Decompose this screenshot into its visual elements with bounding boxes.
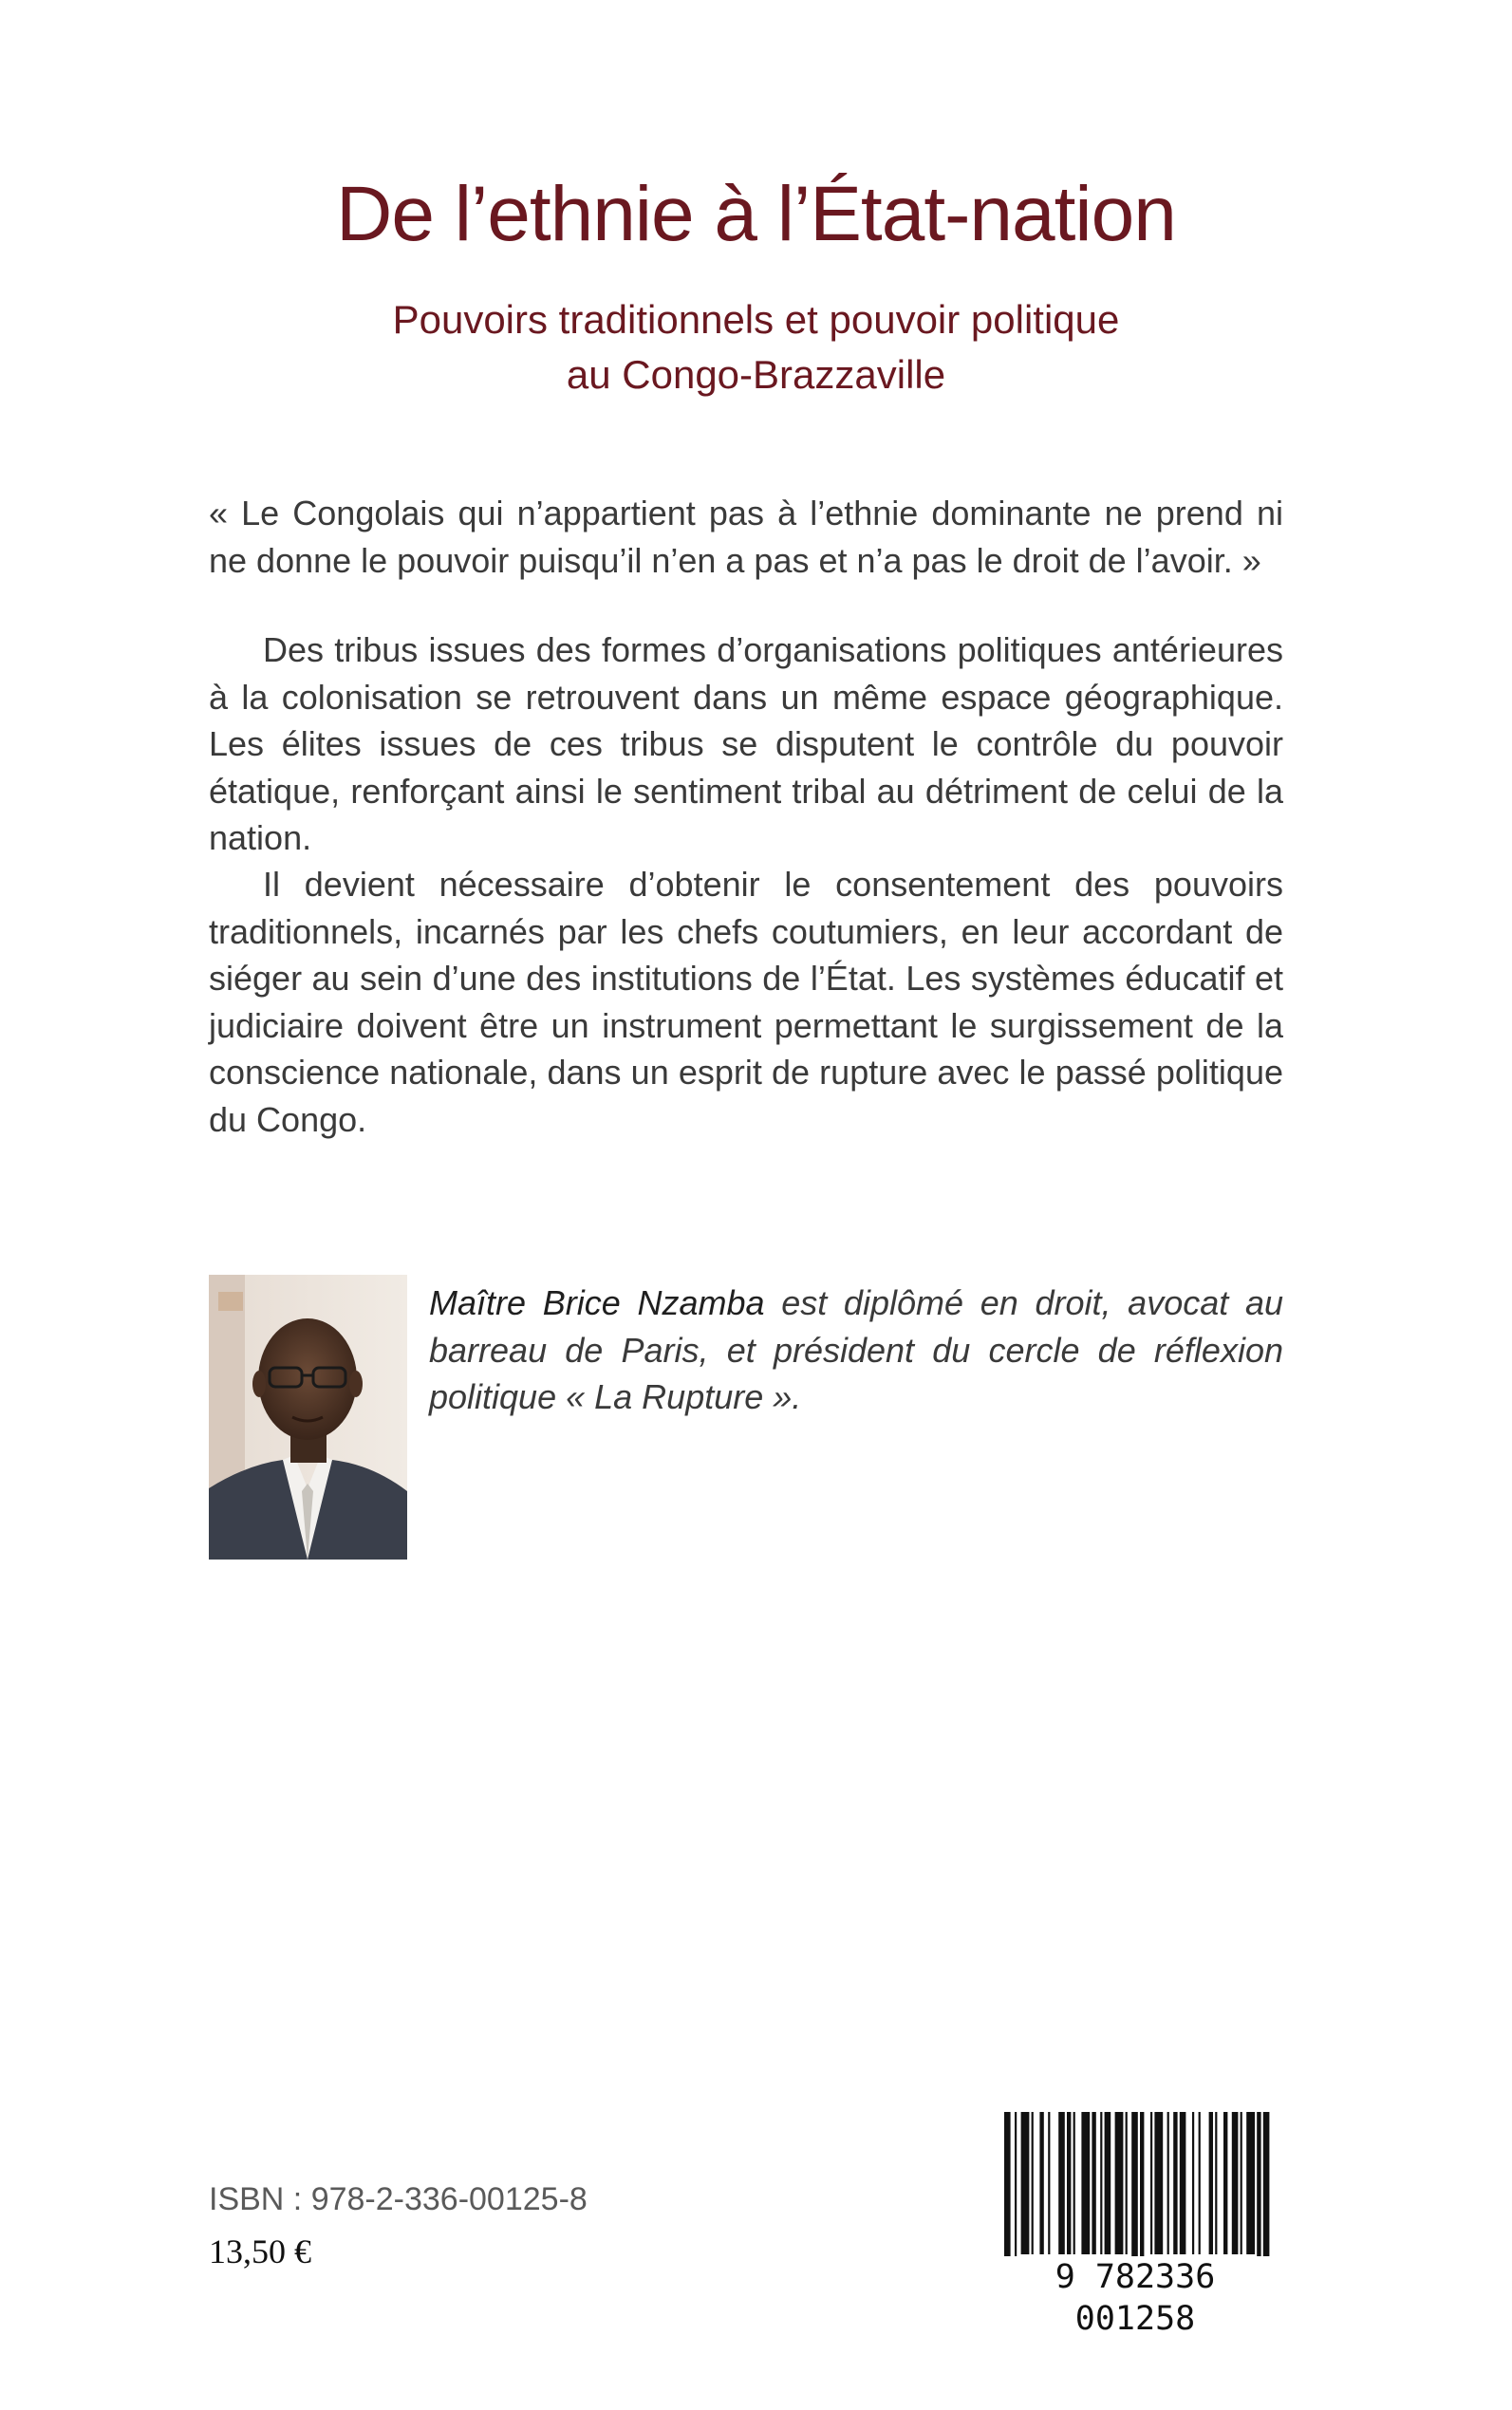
barcode-bar [1173,2112,1177,2254]
barcode-bar [1241,2112,1242,2254]
barcode-bar [1081,2112,1090,2254]
barcode-bar [1073,2112,1075,2254]
author-bio-text-2: ». [763,1377,802,1416]
barcode-bar [1180,2112,1186,2254]
barcode-bar [1215,2112,1217,2254]
barcode-bar [1199,2112,1201,2254]
barcode-bar [1232,2112,1239,2254]
barcode [987,2112,1283,2338]
barcode-bar [1150,2112,1152,2254]
barcode-bar [1105,2112,1111,2254]
blurb-paragraph-2: Il devient nécessaire d’obtenir le consentement des pouvoirs traditionnels, incarnés par les chefs coutumiers, en leur accordant de siéger au sein d’une des institutions de l’État. Les systèmes éducatif et judiciaire doivent être un instrument permettant le surgissement de la conscience nationale, dans un esprit de rupture avec le passé politique du Congo. [209,865,1283,1139]
barcode-bar [1263,2112,1270,2264]
author-bio [429,1280,1283,1421]
subtitle-line-2: au Congo-Brazzaville [566,352,946,397]
book-subtitle [0,292,1512,402]
barcode-bar [1140,2112,1144,2264]
barcode-bar [1048,2112,1050,2254]
barcode-bar [1126,2112,1128,2254]
barcode-bar [1100,2112,1102,2254]
barcode-bar [1131,2112,1138,2264]
subtitle-line-1: Pouvoirs traditionnels et pouvoir politique [392,297,1120,342]
author-portrait-icon [209,1275,407,1560]
barcode-bar [1039,2112,1043,2254]
barcode-bar [1004,2112,1011,2264]
barcode-bar [1115,2112,1124,2254]
book-title: De l’ethnie à l’État-nation [336,171,1176,257]
barcode-bar [1167,2112,1169,2254]
barcode-digits: 9 782336 001258 [987,2256,1283,2340]
price: 13,50 € [209,2233,311,2270]
barcode-bar [1092,2112,1095,2254]
author-bio-organization: La Rupture [594,1377,764,1416]
barcode-bar [1058,2112,1065,2254]
barcode-bar [1192,2112,1194,2254]
barcode-bar [1257,2112,1260,2264]
author-bio-text-1: est diplômé en droit, avocat au barreau de Paris, et président du cercle de réflexion politique « [429,1283,1283,1416]
barcode-icon [987,2112,1283,2264]
isbn: ISBN : 978-2-336-00125-8 [209,2181,588,2217]
blurb-paragraph-1: Des tribus issues des formes d’organisations politiques antérieures à la colonisation se retrouvent dans un même espace géographique. Les élites issues de ces tribus se disputent le contrôle du pouvoir étatique, renforçant ainsi le sentiment tribal au détriment de celui de la nation. [209,630,1283,857]
barcode-bar [1021,2112,1030,2254]
barcode-bar [1154,2112,1163,2254]
barcode-bar [1015,2112,1017,2264]
author-photo [209,1275,407,1560]
barcode-bar [1246,2112,1255,2254]
barcode-bar [1209,2112,1213,2254]
barcode-bar [1067,2112,1071,2254]
author-name: Maître Brice Nzamba [429,1283,765,1322]
opening-quote: « Le Congolais qui n’appartient pas à l’ethnie dominante ne prend ni ne donne le pouvoir puisqu’il n’en a pas et n’a pas le droit de l’avoir. » [209,494,1283,580]
barcode-bar [1032,2112,1034,2254]
barcode-bar [1223,2112,1227,2254]
